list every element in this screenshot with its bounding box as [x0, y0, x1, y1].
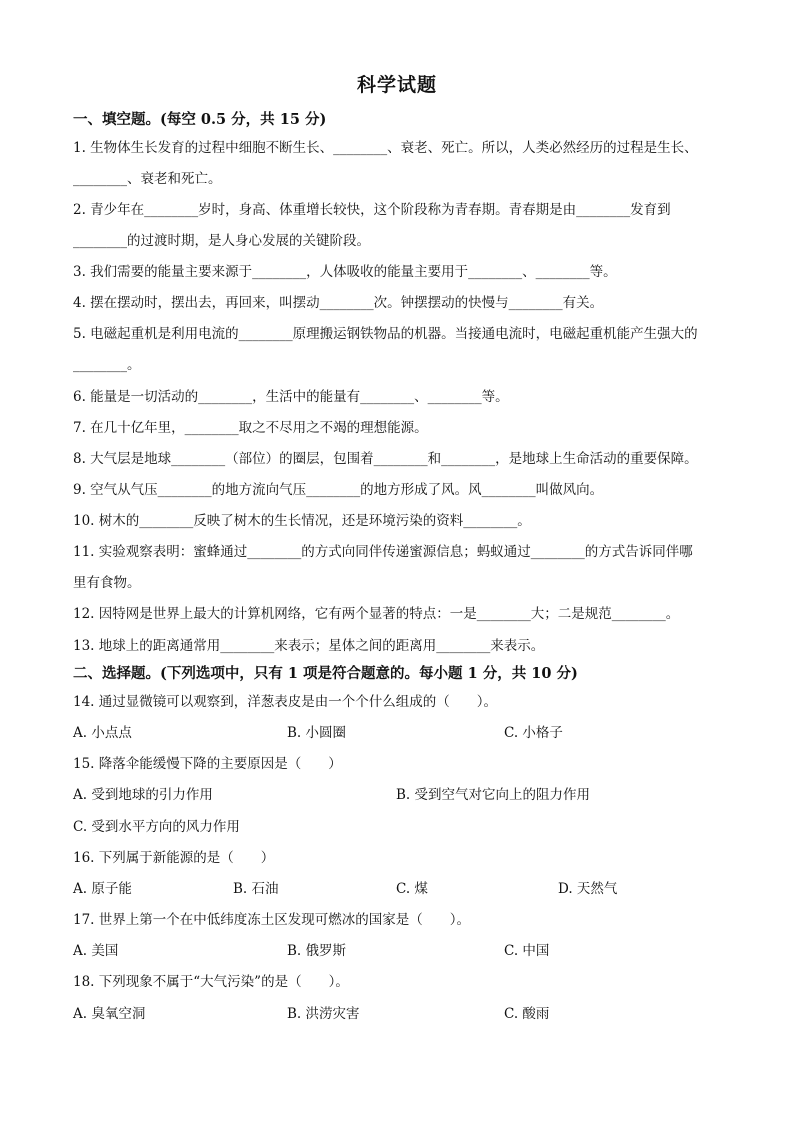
- question-stem: 18. 下列现象不属于“大气污染”的是（ ）。: [73, 974, 349, 990]
- question-stem: 17. 世界上第一个在中低纬度冻土区发现可燃冰的国家是（ ）。: [73, 912, 471, 928]
- option-b: B. 俄罗斯: [287, 943, 347, 959]
- section-fill-in: 一、填空题。(每空 0.5 分，共 15 分): [73, 111, 327, 128]
- option-c: C. 中国: [504, 943, 550, 959]
- option-a: A. 臭氧空洞: [73, 1006, 146, 1022]
- option-b: B. 小圆圈: [287, 725, 347, 741]
- question-stem: 15. 降落伞能缓慢下降的主要原因是（ ）: [73, 756, 342, 772]
- question-line: 8. 大气层是地球________（部位）的圈层，包围着________和________，是地球上生命活动的重要保障。: [73, 451, 698, 467]
- option-d: D. 天然气: [558, 881, 618, 897]
- question-line: ________的过渡时期，是人身心发展的关键阶段。: [73, 233, 370, 249]
- question-line: 3. 我们需要的能量主要来源于________，人体吸收的能量主要用于________、________等。: [73, 264, 617, 280]
- option-c: C. 小格子: [504, 725, 563, 741]
- option-c: C. 酸雨: [504, 1006, 550, 1022]
- option-b: B. 受到空气对它向上的阻力作用: [396, 787, 591, 803]
- exam-title: 科学试题: [356, 74, 437, 96]
- question-line: 6. 能量是一切活动的________，生活中的能量有________、________等。: [73, 389, 509, 405]
- question-line: 12. 因特网是世界上最大的计算机网络，它有两个显著的特点：一是________大；二是规范________。: [73, 606, 680, 622]
- option-b: B. 洪涝灾害: [287, 1006, 360, 1022]
- question-line: 11. 实验观察表明：蜜蜂通过________的方式向同伴传递蜜源信息；蚂蚁通过________的方式告诉同伴哪: [73, 544, 693, 560]
- option-a: A. 美国: [73, 943, 119, 959]
- question-stem: 14. 通过显微镜可以观察到，洋葱表皮是由一个个什么组成的（ ）。: [73, 694, 498, 710]
- option-a: A. 受到地球的引力作用: [73, 787, 213, 803]
- question-line: 4. 摆在摆动时，摆出去，再回来，叫摆动________次。钟摆摆动的快慢与________有关。: [73, 295, 604, 311]
- option-a: A. 原子能: [73, 881, 132, 897]
- option-c: C. 煤: [396, 881, 428, 897]
- question-line: 7. 在几十亿年里，________取之不尽用之不竭的理想能源。: [73, 420, 428, 436]
- question-stem: 16. 下列属于新能源的是（ ）: [73, 850, 275, 866]
- option-c: C. 受到水平方向的风力作用: [73, 819, 240, 835]
- question-line: 2. 青少年在________岁时，身高、体重增长较快，这个阶段称为青春期。青春期是由________发育到: [73, 202, 671, 218]
- option-b: B. 石油: [233, 881, 279, 897]
- question-line: ________、衰老和死亡。: [73, 171, 222, 187]
- question-line: 9. 空气从气压________的地方流向气压________的地方形成了风。风________叫做风向。: [73, 482, 604, 498]
- section-multiple-choice: 二、选择题。(下列选项中，只有 1 项是符合题意的。每小题 1 分，共 10 分): [73, 665, 578, 682]
- question-line: 1. 生物体生长发育的过程中细胞不断生长、________、衰老、死亡。所以，人类必然经历的过程是生长、: [73, 140, 698, 156]
- question-line: 5. 电磁起重机是利用电流的________原理搬运钢铁物品的机器。当接通电流时，电磁起重机能产生强大的: [73, 326, 698, 342]
- option-a: A. 小点点: [73, 725, 132, 741]
- question-line: 里有食物。: [73, 575, 141, 591]
- question-line: ________。: [73, 357, 141, 373]
- question-line: 13. 地球上的距离通常用________来表示；星体之间的距离用________来表示。: [73, 638, 545, 654]
- question-line: 10. 树木的________反映了树木的生长情况，还是环境污染的资料________。: [73, 513, 531, 529]
